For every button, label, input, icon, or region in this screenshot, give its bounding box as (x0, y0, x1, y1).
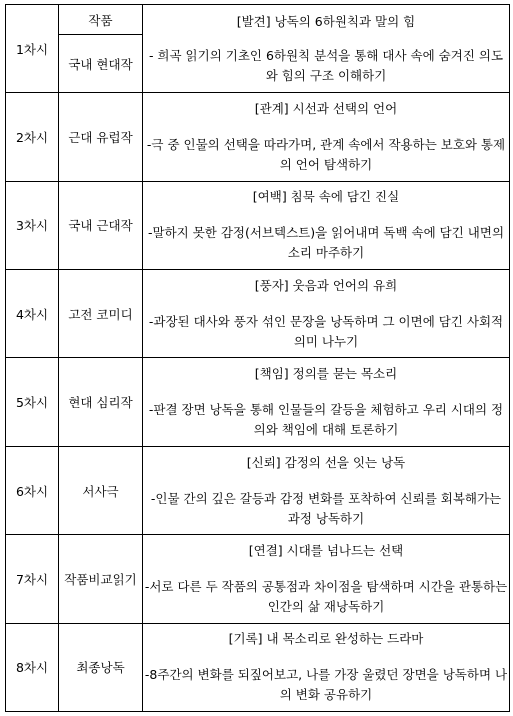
session-title: [신뢰] 감정의 선을 잇는 낭독 (246, 454, 406, 470)
session-cell: 8차시 (6, 623, 59, 711)
header-work-cell: 작품 (59, 5, 143, 35)
work-cell: 국내 현대작 (59, 35, 143, 93)
session-description (143, 535, 510, 623)
work-cell: 서사극 (59, 446, 143, 534)
work-cell: 고전 코미디 (59, 270, 143, 358)
table-header-row (6, 5, 510, 35)
session-body: -8주간의 변화를 되짚어보고, 나를 가장 울렸던 장면을 낭독하며 나의 변화 공유하기 (144, 667, 508, 703)
table-row (6, 181, 510, 269)
session-body: -말하지 못한 감정(서브텍스트)을 읽어내며 독백 속에 담긴 내면의 소리 마주하기 (147, 225, 505, 261)
session-body: -판결 장면 낭독을 통해 인물들의 갈등을 체험하고 우리 시대의 정의와 책임에 대해 토론하기 (148, 402, 504, 438)
session-description (143, 93, 510, 181)
session-title: [여백] 침묵 속에 담긴 진실 (252, 189, 400, 205)
session-description (143, 623, 510, 711)
table-row (6, 270, 510, 358)
session-description (143, 5, 510, 93)
session-title: [관계] 시선과 선택의 언어 (254, 101, 398, 117)
table-row (6, 446, 510, 534)
session-cell: 3차시 (6, 181, 59, 269)
session-body: -과장된 대사와 풍자 섞인 문장을 낭독하며 그 이면에 담긴 사회적 의미 나누기 (148, 313, 504, 349)
session-description (143, 358, 510, 446)
session-title: [책임] 정의를 묻는 목소리 (254, 366, 398, 382)
work-cell: 최종낭독 (59, 623, 143, 711)
session-body: -극 중 인물의 선택을 따라가며, 관계 속에서 작용하는 보호와 통제의 언어 탐색하기 (146, 137, 506, 173)
session-title: [기록] 내 목소리로 완성하는 드라마 (228, 631, 424, 647)
work-cell: 현대 심리작 (59, 358, 143, 446)
curriculum-table (5, 4, 510, 712)
session-cell: 7차시 (6, 535, 59, 623)
session-body: -인물 간의 깊은 갈등과 감정 변화를 포착하여 신뢰를 회복해가는 과정 낭독하기 (150, 490, 502, 526)
session-cell: 4차시 (6, 270, 59, 358)
session-body: -서로 다른 두 작품의 공통점과 차이점을 탐색하며 시간을 관통하는 인간의 삶 재낭독하기 (144, 578, 508, 614)
session-cell: 5차시 (6, 358, 59, 446)
session-title: [발견] 낭독의 6하원칙과 말의 힘 (236, 13, 416, 29)
work-cell: 근대 유럽작 (59, 93, 143, 181)
table-row (6, 623, 510, 711)
work-cell: 국내 근대작 (59, 181, 143, 269)
session-title: [연결] 시대를 넘나드는 선택 (248, 542, 404, 558)
session-description (143, 446, 510, 534)
session-body: - 희곡 읽기의 기초인 6하원칙 분석을 통해 대사 속에 숨겨진 의도와 힘의 구조 이해하기 (148, 47, 504, 83)
session-cell: 1차시 (6, 5, 59, 93)
session-description (143, 181, 510, 269)
table-row (6, 358, 510, 446)
session-cell: 6차시 (6, 446, 59, 534)
session-cell: 2차시 (6, 93, 59, 181)
table-row (6, 93, 510, 181)
table-row (6, 535, 510, 623)
session-title: [풍자] 웃음과 언어의 유희 (254, 277, 398, 293)
session-description (143, 270, 510, 358)
work-cell: 작품비교읽기 (59, 535, 143, 623)
